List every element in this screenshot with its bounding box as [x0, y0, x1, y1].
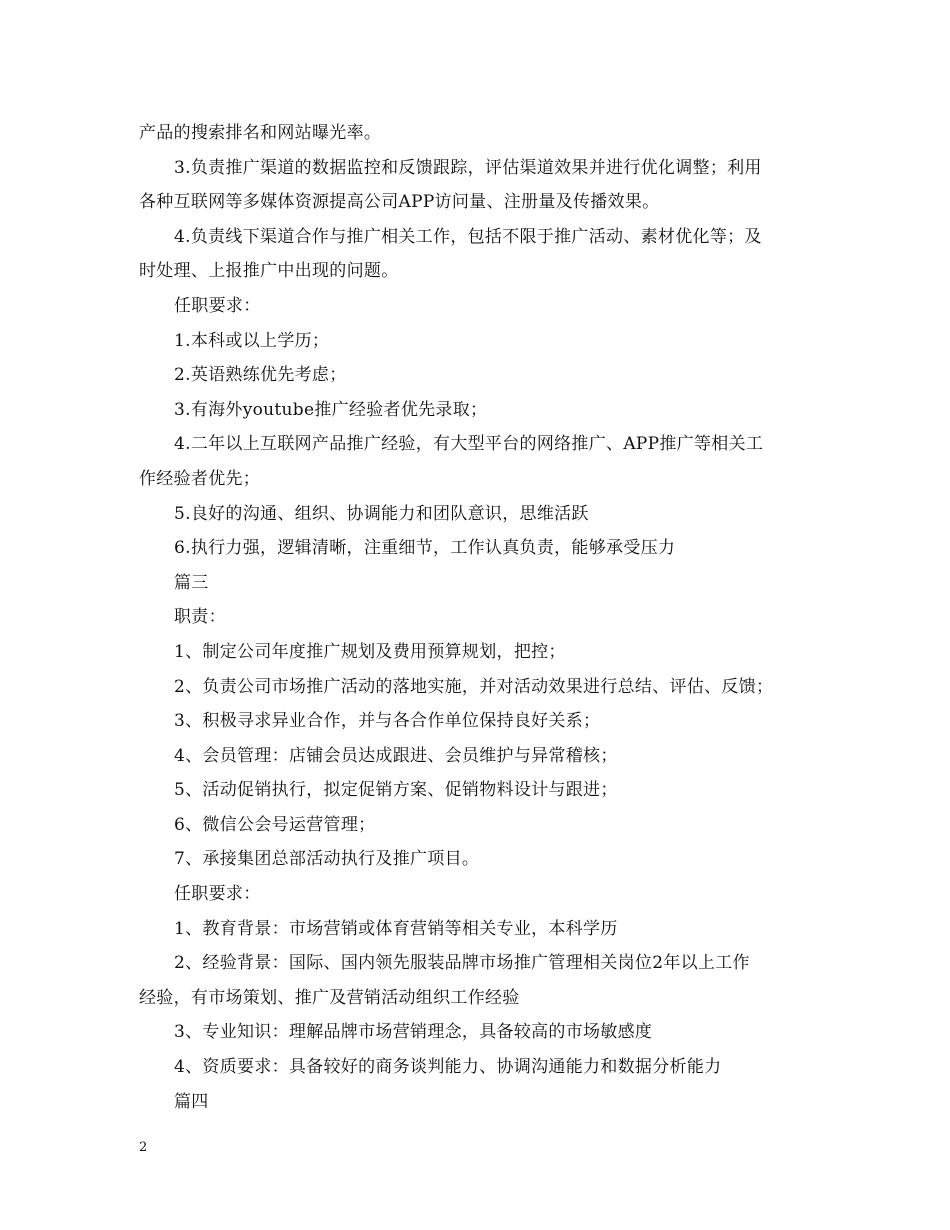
section-heading: 职责： [174, 607, 226, 628]
text-line: 各种互联网等多媒体资源提高公司APP访问量、注册量及传播效果。 [139, 192, 660, 213]
section-heading: 任职要求： [174, 884, 261, 905]
text-line: 3.负责推广渠道的数据监控和反馈跟踪，评估渠道效果并进行优化调整；利用 [174, 157, 762, 178]
text-line: 2、经验背景：国际、国内领先服装品牌市场推广管理相关岗位2年以上工作 [174, 953, 750, 974]
text-line: 2、负责公司市场推广活动的落地实施，并对活动效果进行总结、评估、反馈； [174, 676, 774, 697]
text-line: 经验，有市场策划、推广及营销活动组织工作经验 [139, 987, 520, 1008]
text-line: 4.负责线下渠道合作与推广相关工作，包括不限于推广活动、素材优化等；及 [174, 226, 762, 247]
text-line: 1、教育背景：市场营销或体育营销等相关专业，本科学历 [174, 918, 618, 939]
text-line: 4、资质要求：具备较好的商务谈判能力、协调沟通能力和数据分析能力 [174, 1057, 722, 1078]
text-line: 6、微信公会号运营管理； [174, 814, 376, 835]
section-heading: 篇三 [174, 572, 209, 593]
text-line: 3、专业知识：理解品牌市场营销理念，具备较高的市场敏感度 [174, 1022, 653, 1043]
text-line: 时处理、上报推广中出现的问题。 [139, 261, 399, 282]
text-line: 1.本科或以上学历； [174, 330, 330, 351]
text-line: 作经验者优先； [139, 468, 261, 489]
text-line: 5.良好的沟通、组织、协调能力和团队意识，思维活跃 [174, 503, 589, 524]
text-line: 5、活动促销执行，拟定促销方案、促销物料设计与跟进； [174, 780, 618, 801]
text-line: 3、积极寻求异业合作，并与各合作单位保持良好关系； [174, 711, 601, 732]
text-line: 2.英语熟练优先考虑； [174, 365, 347, 386]
text-line: 4.二年以上互联网产品推广经验，有大型平台的网络推广、APP推广等相关工 [174, 434, 764, 455]
text-line: 4、会员管理：店铺会员达成跟进、会员维护与异常稽核； [174, 745, 618, 766]
text-line: 6.执行力强，逻辑清晰，注重细节，工作认真负责，能够承受压力 [174, 538, 676, 559]
section-heading: 篇四 [174, 1091, 209, 1112]
text-line: 7、承接集团总部活动执行及推广项目。 [174, 849, 480, 870]
document-body [139, 116, 811, 1119]
text-line: 3.有海外youtube推广经验者优先录取； [174, 399, 488, 420]
page-number: 2 [139, 1140, 148, 1155]
section-heading: 任职要求： [174, 295, 261, 316]
text-line: 1、制定公司年度推广规划及费用预算规划，把控； [174, 641, 566, 662]
text-line: 产品的搜索排名和网站曝光率。 [139, 123, 382, 143]
